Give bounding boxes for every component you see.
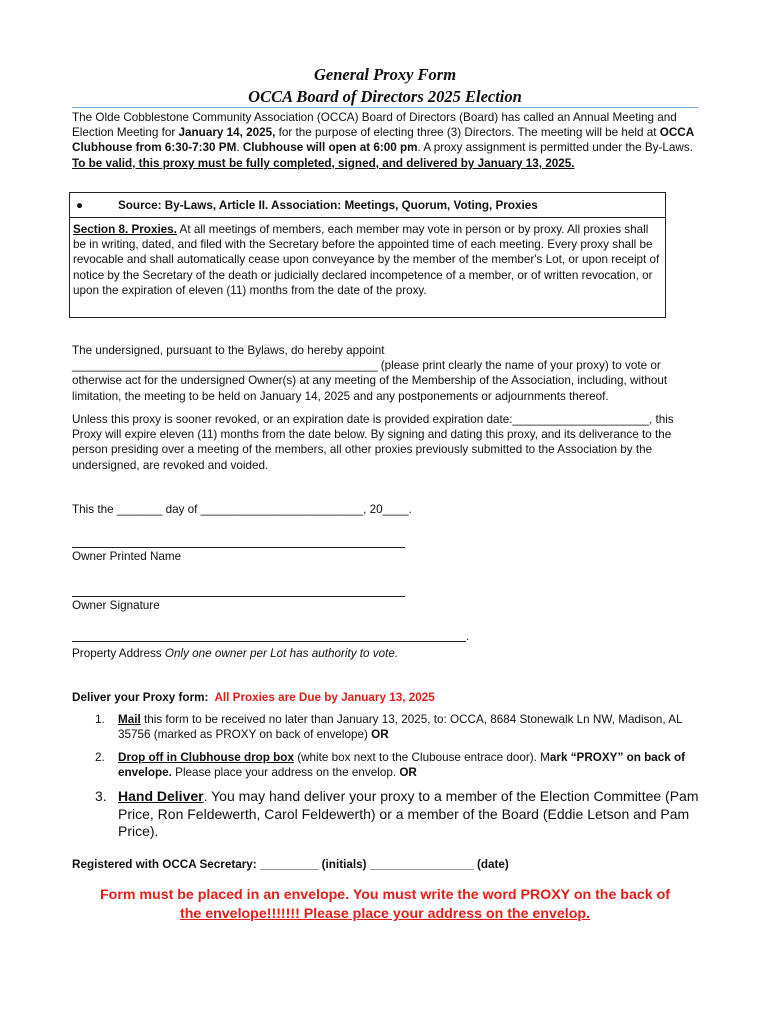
option-number: 2. [95,751,105,764]
owner-name-line[interactable] [72,546,405,548]
appointment-paragraph [72,343,698,404]
owner-printed-name-label: Owner Printed Name [72,550,182,563]
secretary-registration-field[interactable]: Registered with OCCA Secretary: _________ (initials) ________________ (date) [72,858,509,871]
form-subtitle: OCCA Board of Directors 2025 Election [248,87,522,106]
envelope-warning [0,905,770,924]
meeting-date: January 14, 2025, [178,126,276,140]
meeting-location: OCCA Clubhouse from 6:30-7:30 PM [72,126,694,155]
proxy-name-field[interactable]: _______________________________________________ (please print clearly the name of your proxy) to vote or otherwise act for the undersigned Owner(s) at any meeting of the Membership of the Association, including, without limitation, the meeting to be held on January 14, 2025 and any postponements or adjournments thereof. [72,359,668,403]
option-text: Please place your address on the envelop. [171,766,400,780]
signing-date-field[interactable]: This the _______ day of _________________________, 20____. [72,503,412,516]
address-note: Only one owner per Lot has authority to vote. [164,647,399,660]
intro-text: . [236,141,243,155]
title-rule [72,107,698,108]
bylaws-source-box [69,192,666,318]
option-number: 3. [95,788,107,804]
revocation-paragraph[interactable]: Unless this proxy is sooner revoked, or an expiration date is provided expiration date:_____________________, this Proxy will expire eleven (11) months from the date below. By signing and dating this proxy, and its deliverance to the person presiding over a meeting of the members, all other proxies previously submitted to the Association by the undersigned, are revoked and voided. [72,413,674,472]
address-line-end: . [466,630,470,643]
intro-paragraph [72,110,698,171]
owner-signature-line[interactable] [72,595,405,597]
owner-signature-label: Owner Signature [72,599,160,612]
intro-text: . A proxy assignment is permitted under the By-Laws. [417,141,693,155]
source-heading-text: Source: By-Laws, Article II. Association: Meetings, Quorum, Voting, Proxies [118,199,538,212]
address-label-text: Property Address [72,647,165,660]
form-title: General Proxy Form [313,65,457,84]
option-title: Mail [118,713,141,726]
appointment-line: The undersigned, pursuant to the Bylaws, do hereby appoint [72,344,385,357]
envelope-warning-text: the envelope!!!!!!! Please place your address on the envelop. [180,906,590,922]
validity-requirement: To be valid, this proxy must be fully completed, signed, and delivered by January 13, 2025. [72,156,575,170]
clubhouse-open-time: Clubhouse will open at 6:00 pm [242,141,418,155]
intro-text: for the purpose of electing three (3) Directors. The meeting will be held at [275,126,660,140]
property-address-label [72,646,698,661]
option-text: (white box next to the Clubouse entrace door). M [293,751,550,764]
section-label: Section 8. Proxies. [73,223,177,236]
option-or: OR [399,766,417,780]
deliver-label: Deliver your Proxy form: [72,691,209,704]
option-text: . You may hand deliver your proxy to a member of the Election Committee (Pam Price, Ron Feldewerth, Carol Feldewerth) or a member of the Board (Eddie Letson and Pam Price). [118,788,699,839]
bylaws-source-heading [70,193,665,218]
option-or: OR [371,728,389,742]
option-number: 1. [95,713,105,726]
deliver-heading [72,690,698,705]
option-text: this form to be received no later than January 13, 2025, to: OCCA, 8684 Stonewalk Ln NW, Madison, AL 35756 (marked as PROXY on back of envelope) [118,713,683,742]
envelope-warning: Form must be placed in an envelope. You must write the word PROXY on the back of [100,887,670,903]
property-address-line[interactable] [72,640,466,642]
option-title: Drop off in Clubhouse drop box [118,751,294,764]
intro-text: The Olde Cobblestone Community Association (OCCA) Board of Directors (Board) has called an Annual Meeting and Election Meeting for [72,111,677,140]
option-emphasis: ark “PROXY” on back of envelope. [118,751,686,780]
bylaws-section-text [70,218,665,298]
bullet-icon: ● [76,199,84,212]
option-title: Hand Deliver [118,788,204,804]
due-date-notice: All Proxies are Due by January 13, 2025 [214,691,435,704]
section-text: At all meetings of members, each member may vote in person or by proxy. All proxies shall be in writing, dated, and filed with the Secretary before the appointed time of each meeting. Every proxy shall be revocable and shall automatically cease upon conveyance by the member of the member's Lot, or upon receipt of notice by the Secretary of the death or judicially declared incompetence of a member, or of written revocation, or upon the expiration of eleven (11) months from the date of the proxy. [73,223,660,297]
